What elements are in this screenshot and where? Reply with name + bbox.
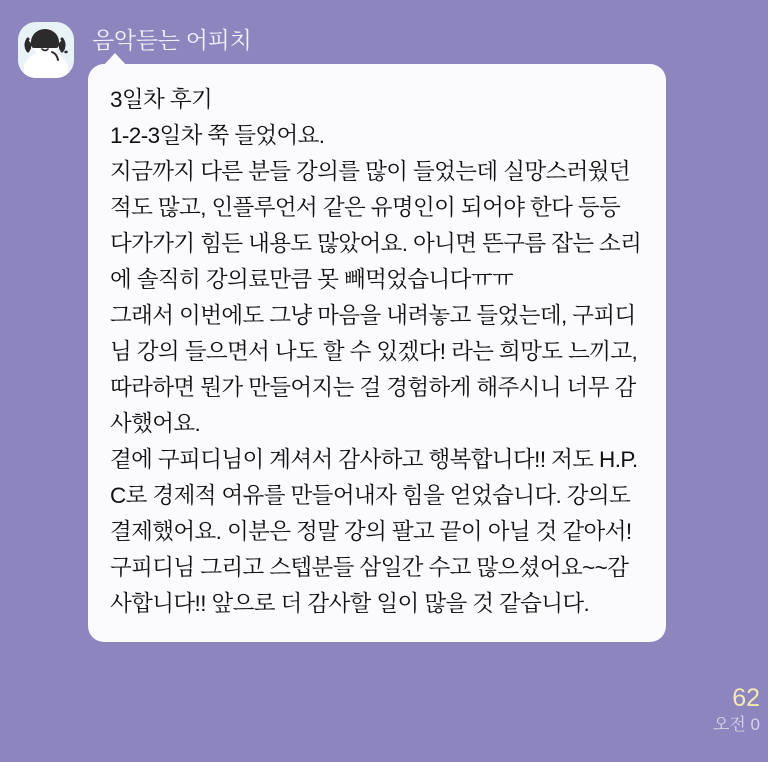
message-line: 그래서 이번에도 그냥 마음을 내려놓고 들었는데, 구피디님 강의 들으면서 나도 할 수 있겠다! 라는 희망도 느끼고, 따라하면 뭔가 만들어지는 걸 경험하게 해주시니 너무 감사했어요. [110,303,638,436]
message-bubble[interactable] [88,64,666,642]
message-meta [713,684,760,736]
chat-message [0,18,768,642]
message-line: 3일차 후기 [110,87,213,112]
message-timestamp: 오전 0 [712,715,760,734]
message-line: 곁에 구피디님이 계셔서 감사하고 행복합니다!! 저도 H.P.C로 경제적 여유를 만들어내자 힘을 얻었습니다. 강의도 결제했어요. 이분은 정말 강의 팔고 끝이 아닐 것 같아서! [110,447,638,544]
message-line: 구피디님 그리고 스텝분들 삼일간 수고 많으셨어요~~감사합니다!! 앞으로 더 감사할 일이 많을 것 같습니다. [110,555,629,616]
sender-name: 음악듣는 어피치 [92,27,252,53]
unread-count-badge: 62 [732,684,760,712]
message-line: 지금까지 다른 분들 강의를 많이 들었는데 실망스러웠던 적도 많고, 인플루언서 같은 유명인이 되어야 한다 등등 다가가기 힘든 내용도 많았어요. 아니면 뜬구름 잡는 소리에 솔직히 강의료만큼 못 빼먹었습니다ㅠㅠ [110,159,642,292]
profile-avatar-icon [18,22,74,78]
message-line: 1-2-3일차 쭉 들었어요. [110,123,325,148]
avatar[interactable] [18,22,74,78]
message-content-column [88,18,666,642]
